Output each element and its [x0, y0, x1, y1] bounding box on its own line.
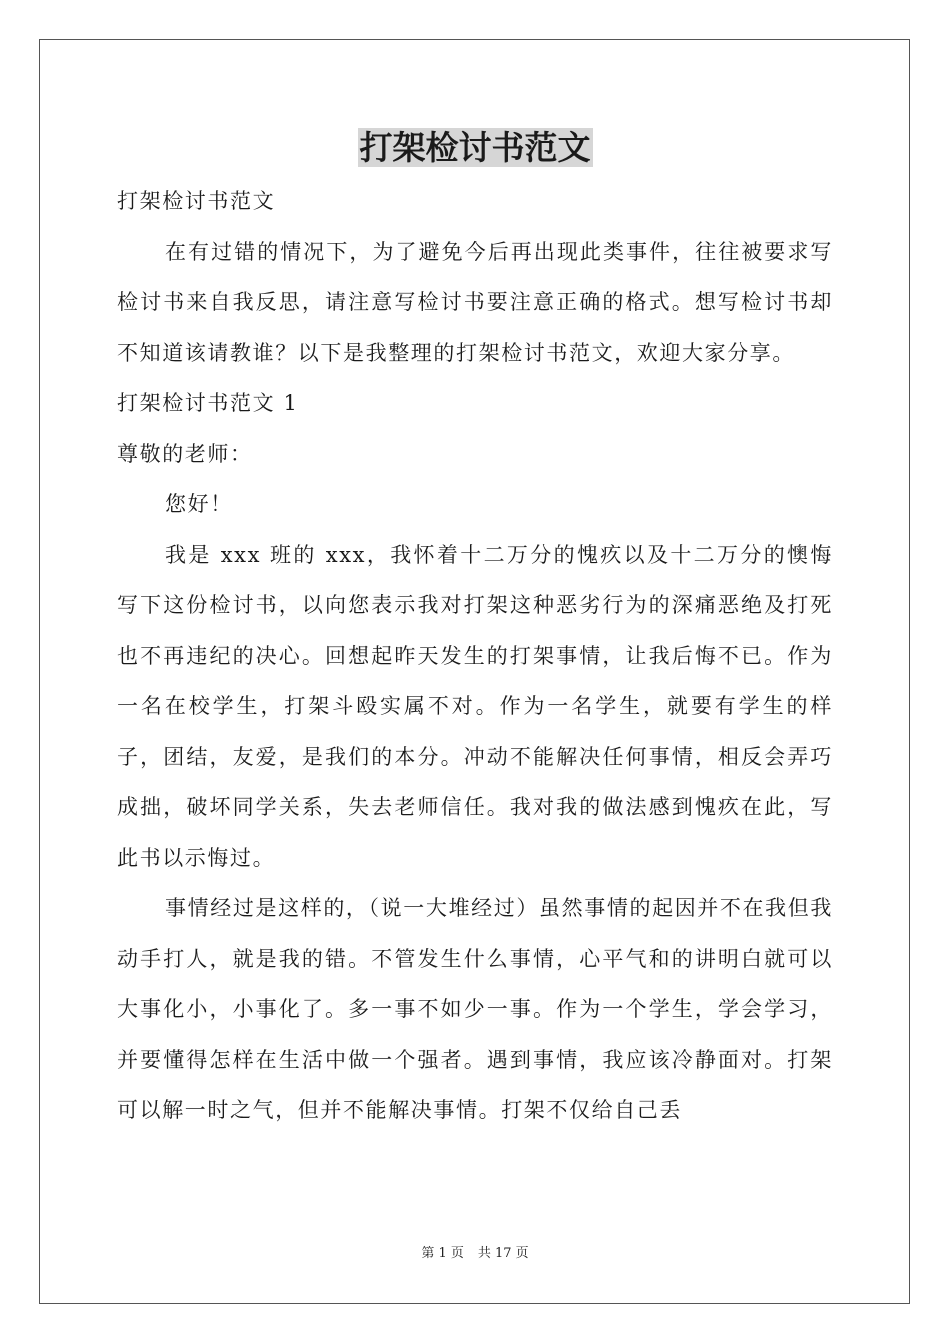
paragraph: 打架检讨书范文 — [117, 189, 276, 213]
title-text: 打架检讨书范文 — [359, 128, 591, 167]
page-number: 第 1 页 — [421, 1246, 464, 1261]
paragraph: 在有过错的情况下，为了避免今后再出现此类事件，往往被要求写检讨书来自我反思，请注意写检讨书要注意正确的格式。想写检讨书却不知道该请教谁？以下是我整理的打架检讨书范文，欢迎大家分享。 — [117, 239, 833, 365]
salutation: 尊敬的老师： — [117, 441, 253, 466]
paragraph: 事情经过是这样的，（说一大堆经过）虽然事情的起因并不在我但我动手打人，就是我的错。不管发生什么事情，心平气和的讲明白就可以大事化小，小事化了。多一事不如少一事。作为一个学生，学会学习，并要懂得怎样在生活中做一个强者。遇到事情，我应该冷静面对。打架可以解一时之气，但并不能解决事情。打架不仅给自己丢 — [117, 896, 833, 1122]
page-total: 共 17 页 — [477, 1246, 529, 1261]
page-footer — [0, 1245, 950, 1263]
greeting: 您好！ — [165, 492, 233, 516]
section-heading: 打架检讨书范文 1 — [117, 391, 299, 415]
document-title — [0, 126, 950, 170]
document-body — [117, 176, 833, 1136]
paragraph: 我是 xxx 班的 xxx，我怀着十二万分的愧疚以及十二万分的懊悔写下这份检讨书，以向您表示我对打架这种恶劣行为的深痛恶绝及打死也不再违纪的决心。回想起昨天发生的打架事情，让我后悔不已。作为一名在校学生，打架斗殴实属不对。作为一名学生，就要有学生的样子，团结，友爱，是我们的本分。冲动不能解决任何事情，相反会弄巧成拙，破坏同学关系，失去老师信任。我对我的做法感到愧疚在此，写此书以示悔过。 — [117, 542, 833, 870]
